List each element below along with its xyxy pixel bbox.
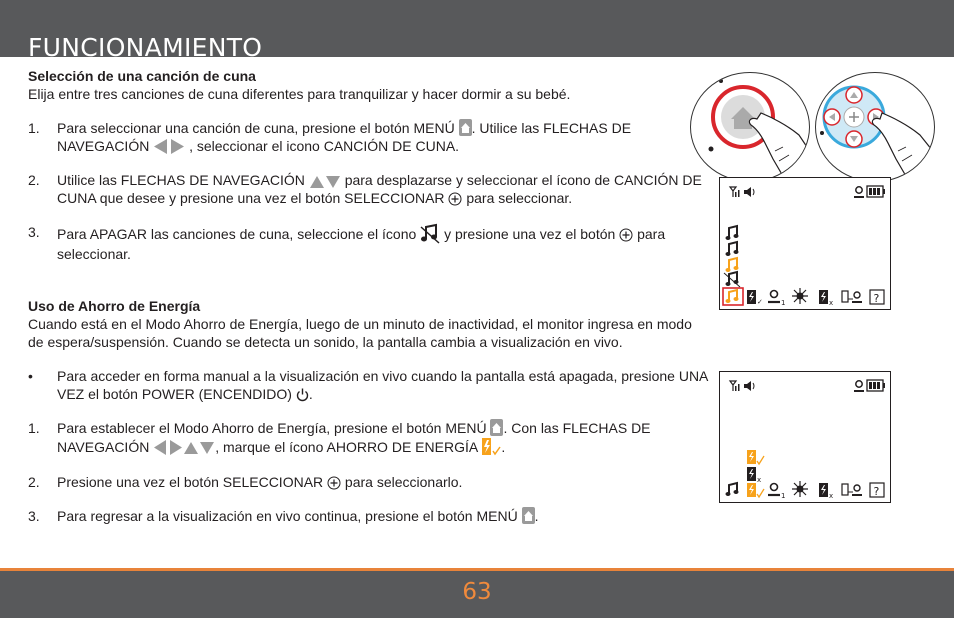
select-button-icon: [448, 192, 462, 206]
svg-text:?: ?: [873, 485, 880, 498]
section-heading-lullaby: Selección de una canción de cuna: [28, 68, 256, 84]
lullaby-2-icon: [726, 242, 739, 256]
svg-text:?: ?: [873, 292, 880, 305]
menu-home-icon: [522, 507, 535, 524]
lullaby-screen-drawing: [720, 178, 889, 308]
camera-select-icon: [768, 291, 780, 303]
power-saving-icon: [747, 483, 764, 497]
help-icon: [870, 290, 884, 305]
camera-icon: [854, 187, 864, 197]
navigation-dial-drawing: [816, 73, 935, 182]
power-saving-off-icon: [819, 290, 828, 304]
lullaby-menu-icon: [726, 483, 739, 496]
select-button-icon: [619, 228, 633, 242]
power-icon: [296, 388, 309, 402]
page-footer: [0, 571, 954, 618]
select-button-icon: [327, 476, 341, 490]
lullaby-menu-screen: [719, 177, 891, 310]
menu-button-illustration: [690, 72, 810, 182]
lullaby-step-2: 2. Utilice las FLECHAS DE NAVEGACIÓN para desplazarse y seleccionar el ícono de CANCIÓN DE CUNA que desee y presione una vez el botón SELECCIONAR para seleccionar.: [28, 172, 702, 206]
lullaby-intro: Elija entre tres canciones de cuna diferentes para tranquilizar y hacer dormir a su bebé.: [28, 86, 571, 102]
lullaby-3-icon: [726, 258, 739, 272]
camera-icon: [854, 381, 864, 391]
menu-button-drawing: [691, 73, 810, 182]
power-saving-screen-drawing: [720, 372, 889, 501]
off-mark: x: [829, 299, 834, 307]
speaker-icon: [744, 381, 754, 391]
lullaby-1-icon: [726, 226, 739, 240]
power-saving-icon: [747, 290, 756, 304]
help-icon: [870, 483, 884, 498]
camera-pair-icon: [842, 484, 862, 495]
speaker-icon: [744, 187, 754, 197]
brightness-icon: [792, 288, 808, 304]
power-saving-step-2: 2. Presione una vez el botón SELECCIONAR para seleccionarlo.: [28, 474, 463, 490]
power-saving-icon: [481, 437, 501, 457]
battery-icon: [867, 380, 885, 391]
power-saving-off-icon: [819, 483, 828, 497]
up-down-arrows-icon: [309, 175, 341, 188]
power-saving-off-icon: [747, 467, 756, 481]
lullaby-step-3: 3. Para APAGAR las canciones de cuna, seleccione el ícono y presione una vez el botón para seleccionar.: [28, 224, 666, 262]
camera-pair-icon: [842, 291, 862, 302]
lullaby-menu-icon: [726, 290, 739, 303]
menu-home-icon: [459, 119, 472, 136]
left-right-arrows-icon: [153, 139, 185, 154]
lullaby-step-1: 1. Para seleccionar una canción de cuna, presione el botón MENÚ . Utilice las FLECHAS DE NAVEGACIÓN , seleccionar el icono CANCIÓN DE CUNA.: [28, 120, 632, 154]
brightness-icon: [792, 481, 808, 497]
off-mark: x: [829, 492, 834, 500]
power-saving-menu-screen: [719, 371, 891, 503]
power-saving-step-1: 1. Para establecer el Modo Ahorro de Energía, presione el botón MENÚ . Con las FLECHAS DE NAVEGACIÓN , marque el ícono AHORRO DE ENERGÍA .: [28, 420, 651, 455]
camera-select-icon: [768, 484, 780, 496]
navigation-dial-illustration: [815, 72, 935, 182]
signal-icon: [730, 381, 740, 391]
navigation-arrows-icon: [153, 440, 215, 455]
page-number: 63: [462, 579, 492, 605]
page-title: FUNCIONAMIENTO: [28, 33, 263, 62]
off-mark: x: [757, 476, 762, 484]
check-mark: ✓: [757, 298, 763, 306]
power-saving-intro: Cuando está en el Modo Ahorro de Energía, luego de un minuto de inactividad, el monitor ingresa en modo de espera/suspensión. Cuando se detecta un sonido, la pantalla cambia a visualización en vivo.: [28, 316, 692, 350]
main-content: [28, 67, 708, 525]
page-header: [0, 0, 954, 62]
camera-number: 1: [781, 299, 786, 307]
signal-icon: [730, 187, 740, 197]
battery-icon: [867, 186, 885, 197]
section-heading-power-saving: Uso de Ahorro de Energía: [28, 298, 201, 314]
camera-number: 1: [781, 492, 786, 500]
menu-home-icon: [490, 419, 503, 436]
power-saving-bullet: • Para acceder en forma manual a la visualización en vivo cuando la pantalla está apagada, presione UNA VEZ el botón POWER (ENCENDIDO) .: [28, 368, 708, 402]
lullaby-off-icon: [420, 223, 440, 245]
power-saving-step-3: 3. Para regresar a la visualización en vivo continua, presione el botón MENÚ .: [28, 508, 539, 524]
power-saving-on-icon: [747, 450, 764, 464]
lullaby-off-icon: [724, 272, 740, 287]
